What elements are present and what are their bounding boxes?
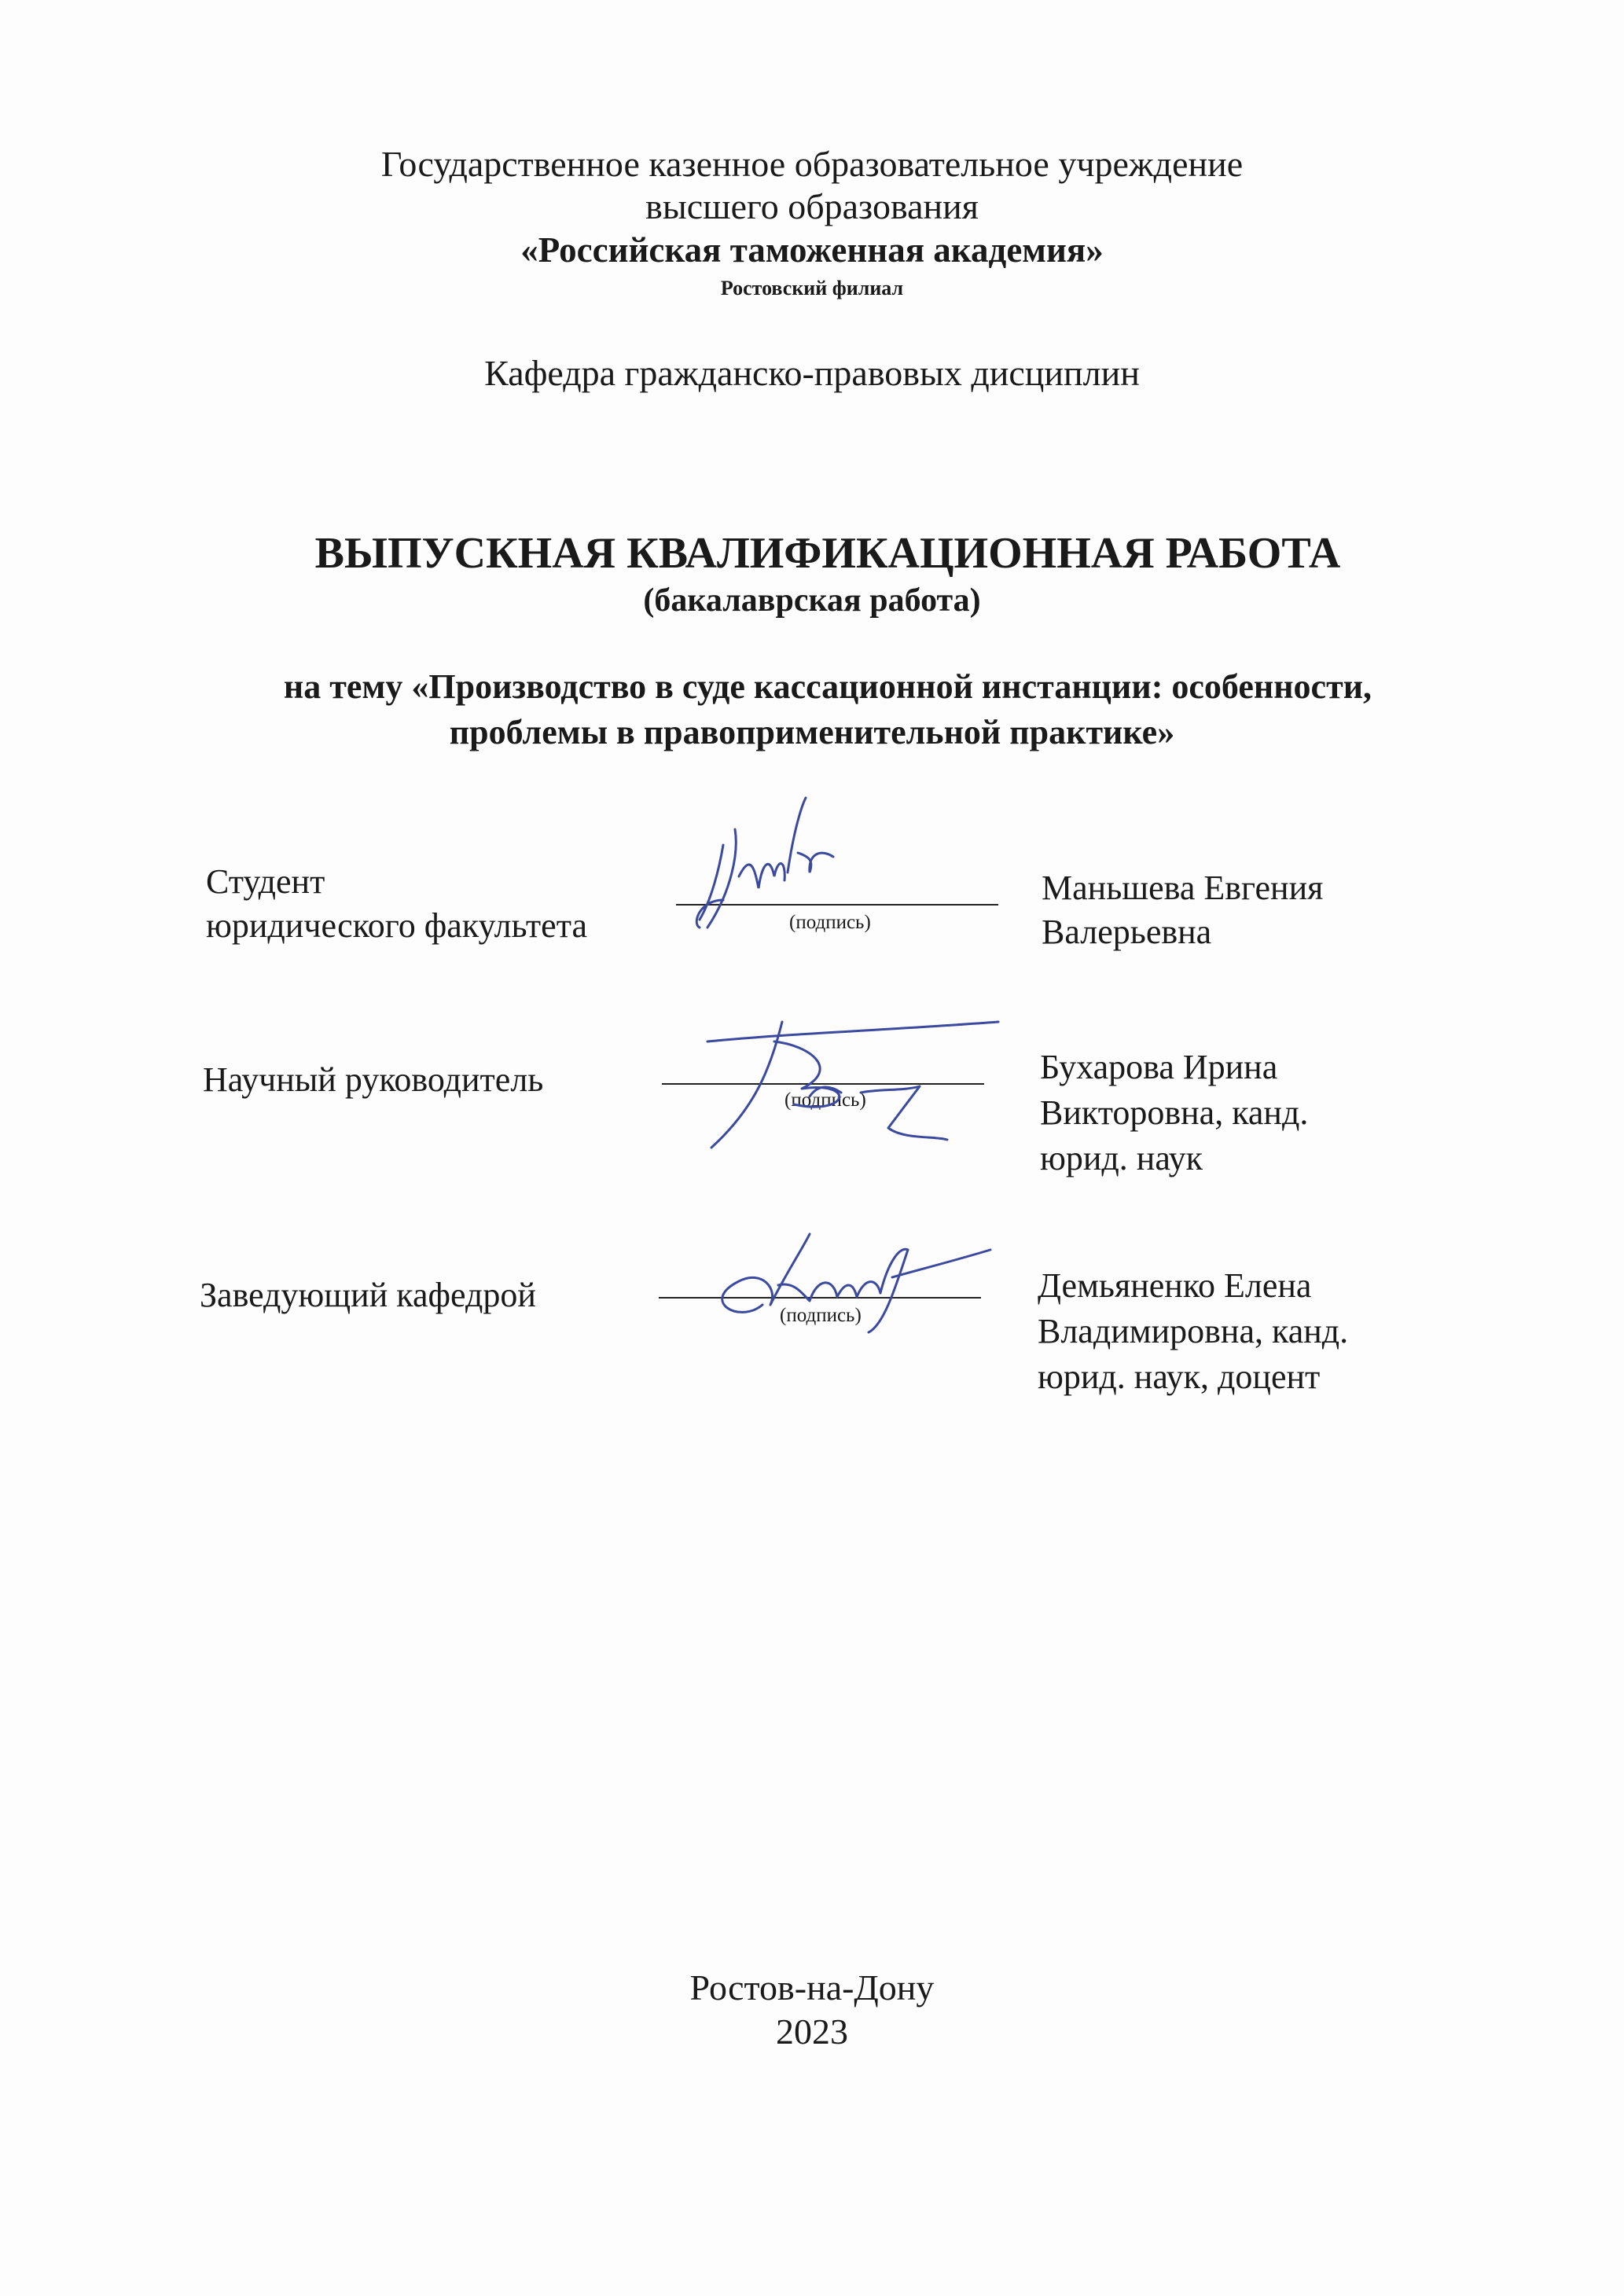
supervisor-signature-icon [692, 998, 1006, 1163]
supervisor-name-line-3: юрид. наук [1040, 1139, 1203, 1177]
head-signature-caption: (подпись) [780, 1305, 862, 1326]
head-name-line-3: юрид. наук, доцент [1038, 1357, 1321, 1396]
topic-line-1: на тему «Производство в суде кассационной инстанции: особенности, [283, 667, 1372, 706]
academy-name: «Российская таможенная академия» [520, 230, 1104, 270]
student-signature-caption: (подпись) [789, 912, 871, 933]
city: Ростов-на-Дону [689, 1967, 935, 2008]
org-line-2: высшего образования [645, 186, 979, 226]
student-role-line-1: Студент [206, 862, 325, 901]
student-name-line-2: Валерьевна [1042, 913, 1212, 951]
org-line-1: Государственное казенное образовательное учреждение [380, 144, 1244, 184]
head-signature-icon [692, 1214, 1022, 1340]
head-name-line-1: Демьяненко Елена [1038, 1266, 1312, 1305]
branch-name: Ростовский филиал [720, 277, 904, 299]
student-signature-icon [676, 782, 857, 939]
year: 2023 [776, 2011, 848, 2052]
work-subtitle: (бакалаврская работа) [643, 582, 981, 619]
student-name-line-1: Маньшева Евгения [1042, 869, 1324, 907]
topic-line-2: проблемы в правоприменительной практике» [449, 713, 1175, 751]
supervisor-name-line-1: Бухарова Ирина [1040, 1048, 1278, 1086]
supervisor-role: Научный руководитель [203, 1060, 544, 1099]
head-role: Заведующий кафедрой [200, 1276, 536, 1314]
supervisor-name-line-2: Викторовна, канд. [1040, 1093, 1309, 1132]
head-name-line-2: Владимировна, канд. [1038, 1312, 1349, 1350]
student-role-line-2: юридического факультета [206, 906, 587, 945]
supervisor-signature-caption: (подпись) [784, 1089, 866, 1111]
work-title: ВЫПУСКНАЯ КВАЛИФИКАЦИОННАЯ РАБОТА [314, 529, 1341, 578]
department-name: Кафедра гражданско-правовых дисциплин [484, 353, 1140, 393]
